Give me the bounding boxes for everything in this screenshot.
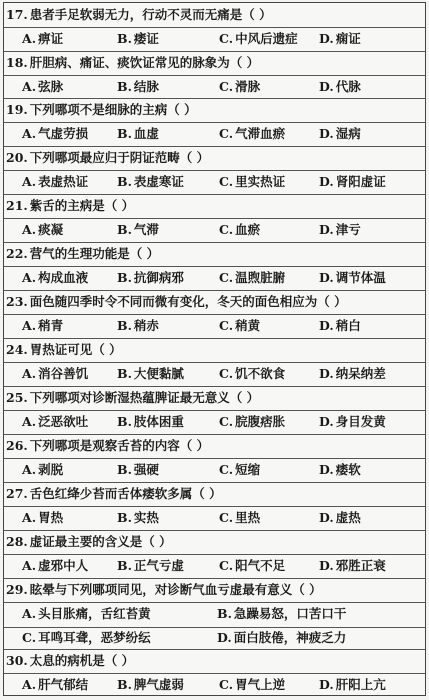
question-number: 29.	[6, 582, 28, 597]
option-a[interactable]: A. 剥脱	[22, 462, 64, 477]
option-d[interactable]: D. 身目发黄	[319, 414, 386, 429]
question-number: 23.	[6, 294, 28, 309]
options-row	[4, 506, 425, 531]
question-stem: 肝胆病、痛证、痰饮证常见的脉象为（ ）	[29, 55, 260, 70]
question-stem: 太息的病机是（ ）	[29, 653, 135, 668]
options-grid	[4, 602, 425, 651]
question-number: 20.	[6, 150, 28, 165]
option-c[interactable]: C. 耳鸣耳聋，恶梦纷纭	[22, 630, 151, 645]
options-row	[4, 218, 425, 243]
option-b[interactable]: B. 痿证	[117, 31, 159, 46]
options-row	[4, 122, 425, 147]
option-a[interactable]: A. 痹证	[22, 31, 64, 46]
option-d[interactable]: D. 津亏	[319, 222, 361, 237]
option-b[interactable]: B. 血虚	[117, 126, 159, 141]
option-c[interactable]: C. 中风后遗症	[219, 31, 298, 46]
question-number: 27.	[6, 486, 28, 501]
option-b[interactable]: B. 气滞	[117, 222, 159, 237]
option-d[interactable]: D. 痿软	[319, 462, 361, 477]
option-a[interactable]: A. 弦脉	[22, 79, 64, 94]
option-c[interactable]: C. 稍黄	[219, 318, 261, 333]
option-d[interactable]: D. 纳呆纳差	[319, 366, 386, 381]
option-d[interactable]: D. 痫证	[319, 31, 361, 46]
options-row	[4, 266, 425, 291]
option-b[interactable]: B. 大便黏腻	[117, 366, 184, 381]
option-d[interactable]: D. 稍白	[319, 318, 361, 333]
question-stem: 虚证最主要的含义是（ ）	[29, 534, 172, 549]
question-stem: 舌色红绛少苔而舌体痿软多属（ ）	[29, 486, 222, 501]
question-stem: 胃热证可见（ ）	[29, 342, 122, 357]
exam-page	[3, 2, 426, 696]
question-stem: 下列哪项是观察舌苔的内容（ ）	[29, 438, 210, 453]
question-number: 21.	[6, 198, 28, 213]
option-d[interactable]: D. 面白肢倦，神疲乏力	[217, 630, 347, 645]
option-c[interactable]: C. 血瘀	[219, 222, 261, 237]
option-c[interactable]: C. 脘腹痞胀	[219, 414, 286, 429]
option-d[interactable]: D. 虚热	[319, 510, 361, 525]
question-number: 28.	[6, 534, 28, 549]
options-row	[4, 170, 425, 195]
option-b[interactable]: B. 强硬	[117, 462, 159, 477]
option-b[interactable]: B. 结脉	[117, 79, 159, 94]
question-stem: 下列哪项对诊断湿热蕴脾证最无意义（ ）	[29, 390, 260, 405]
option-c[interactable]: C. 短缩	[219, 462, 261, 477]
options-row	[4, 554, 425, 579]
option-d[interactable]: D. 肾阳虚证	[319, 174, 386, 189]
options-row	[4, 410, 425, 435]
question-number: 26.	[6, 438, 28, 453]
option-b[interactable]: B. 实热	[117, 510, 159, 525]
question-stem: 眩晕与下列哪项同见，对诊断气血亏虚最有意义（ ）	[29, 582, 322, 597]
option-a[interactable]: A. 消谷善饥	[22, 366, 89, 381]
option-a[interactable]: A. 胃热	[22, 510, 64, 525]
option-b[interactable]: B. 肢体困重	[117, 414, 184, 429]
option-b[interactable]: B. 表虚寒证	[117, 174, 184, 189]
option-b[interactable]: B. 正气亏虚	[117, 558, 184, 573]
option-b[interactable]: B. 急躁易怒，口苦口干	[217, 606, 347, 621]
option-d[interactable]: D. 肝阳上亢	[319, 677, 386, 692]
option-d[interactable]: D. 代脉	[319, 79, 361, 94]
option-c[interactable]: C. 饥不欲食	[219, 366, 286, 381]
question-number: 18.	[6, 55, 28, 70]
option-b[interactable]: B. 脾气虚弱	[117, 677, 184, 692]
option-a[interactable]: A. 肝气郁结	[22, 677, 89, 692]
options-row	[4, 75, 425, 100]
options-row	[4, 314, 425, 339]
option-b[interactable]: B. 抗御病邪	[117, 270, 184, 285]
option-a[interactable]: A. 气虚劳损	[22, 126, 89, 141]
option-a[interactable]: A. 表虚热证	[22, 174, 89, 189]
options-row	[4, 458, 425, 483]
option-a[interactable]: A. 虚邪中人	[22, 558, 89, 573]
option-d[interactable]: D. 调节体温	[319, 270, 386, 285]
question-stem: 下列哪项不是细脉的主病（ ）	[29, 102, 197, 117]
options-row	[4, 362, 425, 387]
options-row	[4, 27, 425, 52]
option-c[interactable]: C. 阳气不足	[219, 558, 286, 573]
option-c[interactable]: C. 温煦脏腑	[219, 270, 286, 285]
option-a[interactable]: A. 泛恶欲吐	[22, 414, 89, 429]
option-c[interactable]: C. 里热	[219, 510, 261, 525]
option-c[interactable]: C. 胃气上逆	[219, 677, 286, 692]
question-stem: 下列哪项最应归于阴证范畴（ ）	[29, 150, 210, 165]
option-c[interactable]: C. 滑脉	[219, 79, 261, 94]
option-a[interactable]: A. 构成血液	[22, 270, 89, 285]
question-number: 25.	[6, 390, 28, 405]
option-d[interactable]: D. 湿病	[319, 126, 361, 141]
option-a[interactable]: A. 稍青	[22, 318, 64, 333]
question-number: 17.	[6, 7, 28, 22]
question-stem: 紫舌的主病是（ ）	[29, 198, 135, 213]
question-stem: 营气的生理功能是（ ）	[29, 246, 160, 261]
option-d[interactable]: D. 邪胜正衰	[319, 558, 386, 573]
option-a[interactable]: A. 头目胀痛，舌红苔黄	[22, 606, 151, 621]
options-row	[4, 673, 425, 698]
question-number: 30.	[6, 653, 28, 668]
question-stem: 面色随四季时令不同而微有变化，冬天的面色相应为（ ）	[29, 294, 347, 309]
question-number: 19.	[6, 102, 28, 117]
question-number: 22.	[6, 246, 28, 261]
question-stem: 患者手足软弱无力，行动不灵而无痛是（ ）	[29, 7, 272, 22]
question-number: 24.	[6, 342, 28, 357]
option-c[interactable]: C. 气滞血瘀	[219, 126, 286, 141]
option-a[interactable]: A. 痰凝	[22, 222, 64, 237]
option-c[interactable]: C. 里实热证	[219, 174, 286, 189]
option-b[interactable]: B. 稍赤	[117, 318, 159, 333]
